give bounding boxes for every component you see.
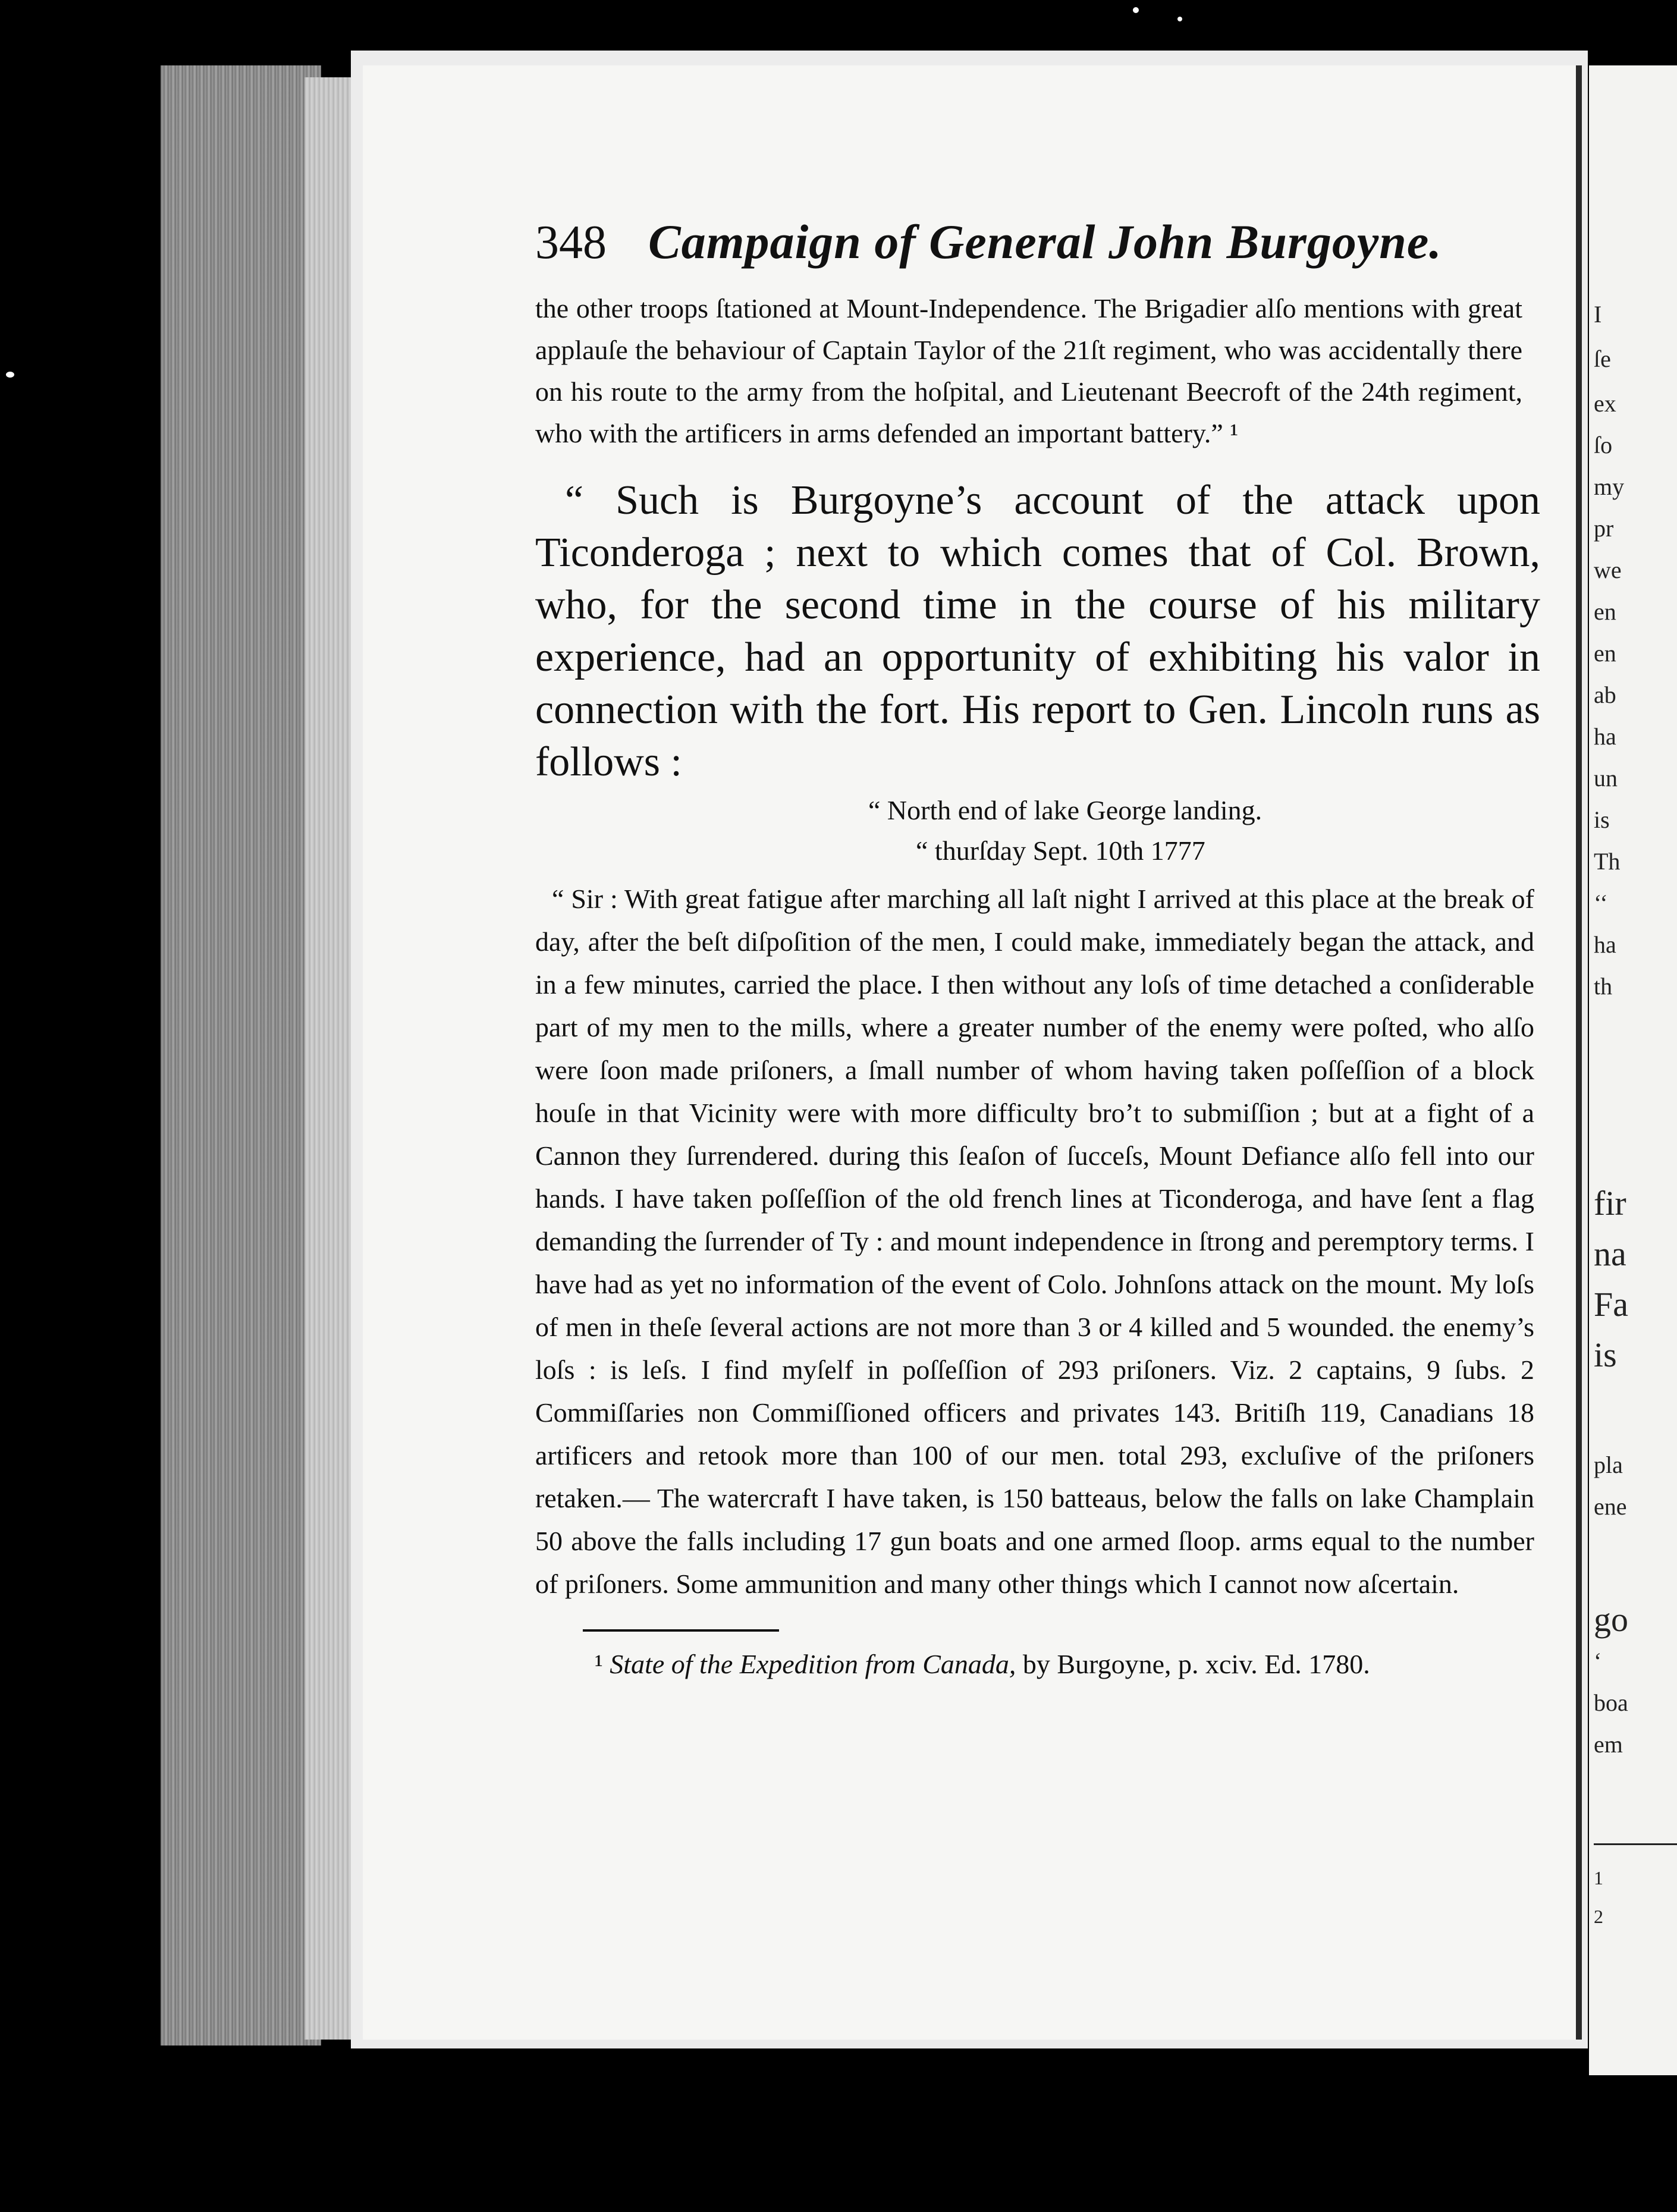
page-content [535, 214, 1558, 1680]
facing-fragment: ene [1594, 1493, 1627, 1520]
facing-fragment: em [1594, 1731, 1623, 1758]
facing-footnote-rule [1594, 1843, 1677, 1845]
facing-fragment: ha [1594, 723, 1616, 750]
footnote-rule [583, 1629, 779, 1632]
facing-fragment: na [1594, 1234, 1626, 1273]
scan-speck [6, 372, 14, 378]
facing-fragment: pla [1594, 1451, 1623, 1478]
facing-fragment: th [1594, 973, 1613, 1000]
facing-page-strip [1589, 65, 1677, 2075]
scan-speck [1133, 7, 1139, 13]
facing-fragment: ha [1594, 931, 1616, 958]
letter-body: “ Sir : With great fatigue after marching all laſt night I arrived at this place at the break of day, after the beſt diſpoſition of the men, I could make, immediately began the attack, and in a few minutes, carried the place. I then without any loſs of time detached a conſiderable part of my men to the mills, where a greater number of the enemy were poſted, who alſo were ſoon made priſoners, a ſmall number of whom having taken poſſeſſion of a block houſe in that Vicinity were with more difficulty bro’t to submiſſion ; but at a fight of a Cannon they ſurrendered. during this ſeaſon of ſucceſs, Mount Defiance alſo fell into our hands. I have taken poſſeſſion of the old french lines at Ticonderoga, and have ſent a flag demanding the ſurrender of Ty : and mount independence in ſtrong and peremptory terms. I have had as yet no information of the event of Colo. Johnſons attack on the mount. My loſs of men in theſe ſeveral actions are not more than 3 or 4 killed and 5 wounded. the enemy’s loſs : is leſs. I find myſelf in poſſeſſion of 293 priſoners. Viz. 2 captains, 9 ſubs. 2 Commiſſaries non Commiſſioned officers and privates 143. Britiſh 119, Canadians 18 artificers and retook more than 100 of our men. total 293, excluſive of the priſoners retaken.— The watercraft I have taken, is 150 batteaus, below the falls on lake Champlain 50 above the falls including 17 gun boats and one armed ſloop. arms equal to the number of priſoners. Some ammunition and many other things which I cannot now aſcertain. [535, 884, 1534, 1599]
facing-fragment: I [1594, 301, 1602, 328]
facing-fragment: go [1594, 1600, 1628, 1639]
facing-fragment: we [1594, 557, 1622, 583]
facing-fragment: boa [1594, 1689, 1628, 1716]
facing-fragment: 2 [1594, 1906, 1603, 1927]
facing-fragment: ‘ [1594, 1648, 1602, 1674]
book-page-edges [161, 65, 321, 2046]
footnote-citation: by Burgoyne, p. xciv. Ed. 1780. [1022, 1649, 1370, 1679]
facing-fragment: my [1594, 473, 1625, 500]
facing-fragment: ab [1594, 681, 1616, 708]
running-title: Campaign of General John Burgoyne. [648, 215, 1442, 269]
facing-fragment: fir [1594, 1184, 1626, 1223]
footnote-marker: ¹ [595, 1649, 603, 1679]
dateline-date: “ thurſday Sept. 10th 1777 [916, 835, 1205, 866]
facing-fragment: en [1594, 598, 1616, 625]
facing-fragment: ex [1594, 390, 1616, 417]
page-number: 348 [535, 216, 607, 269]
running-header [535, 214, 1558, 285]
facing-fragment: Th [1594, 848, 1621, 875]
footnote [595, 1648, 1558, 1680]
intro-paragraph: “ Such is Burgoyne’s account of the attack upon Ticonderoga ; next to which comes that of Col. Brown, who, for the second time in the course of his military experience, had an opportunity of exhibiting his valor in connection with the fort. His report to Gen. Lincoln runs as follows : [535, 477, 1540, 785]
facing-fragment: Fa [1594, 1285, 1628, 1324]
facing-fragment: ſo [1594, 432, 1613, 458]
facing-fragment: ſe [1594, 345, 1611, 372]
quoted-paragraph: the other troops ſtationed at Mount-Independence. The Brigadier alſo mentions with great applauſe the behaviour of Captain Taylor of the 21ſt regiment, who was accidentally there on his route to the army from the hoſpital, and Lieutenant Beecroft of the 24th regiment, who with the artificers in arms defended an important battery.” ¹ [535, 293, 1522, 448]
facing-fragment: is [1594, 806, 1610, 833]
facing-fragment: un [1594, 765, 1618, 791]
scan-speck [1177, 17, 1182, 21]
dateline-place: “ North end of lake George landing. [868, 795, 1263, 825]
facing-fragment: pr [1594, 515, 1614, 542]
book-page-edges-inner [304, 77, 352, 2040]
facing-fragment: ‘‘ [1594, 890, 1608, 916]
facing-fragment: en [1594, 640, 1616, 667]
facing-fragment: 1 [1594, 1867, 1603, 1889]
footnote-title: State of the Expedition from Canada, [610, 1649, 1016, 1679]
facing-fragment: is [1594, 1336, 1617, 1374]
